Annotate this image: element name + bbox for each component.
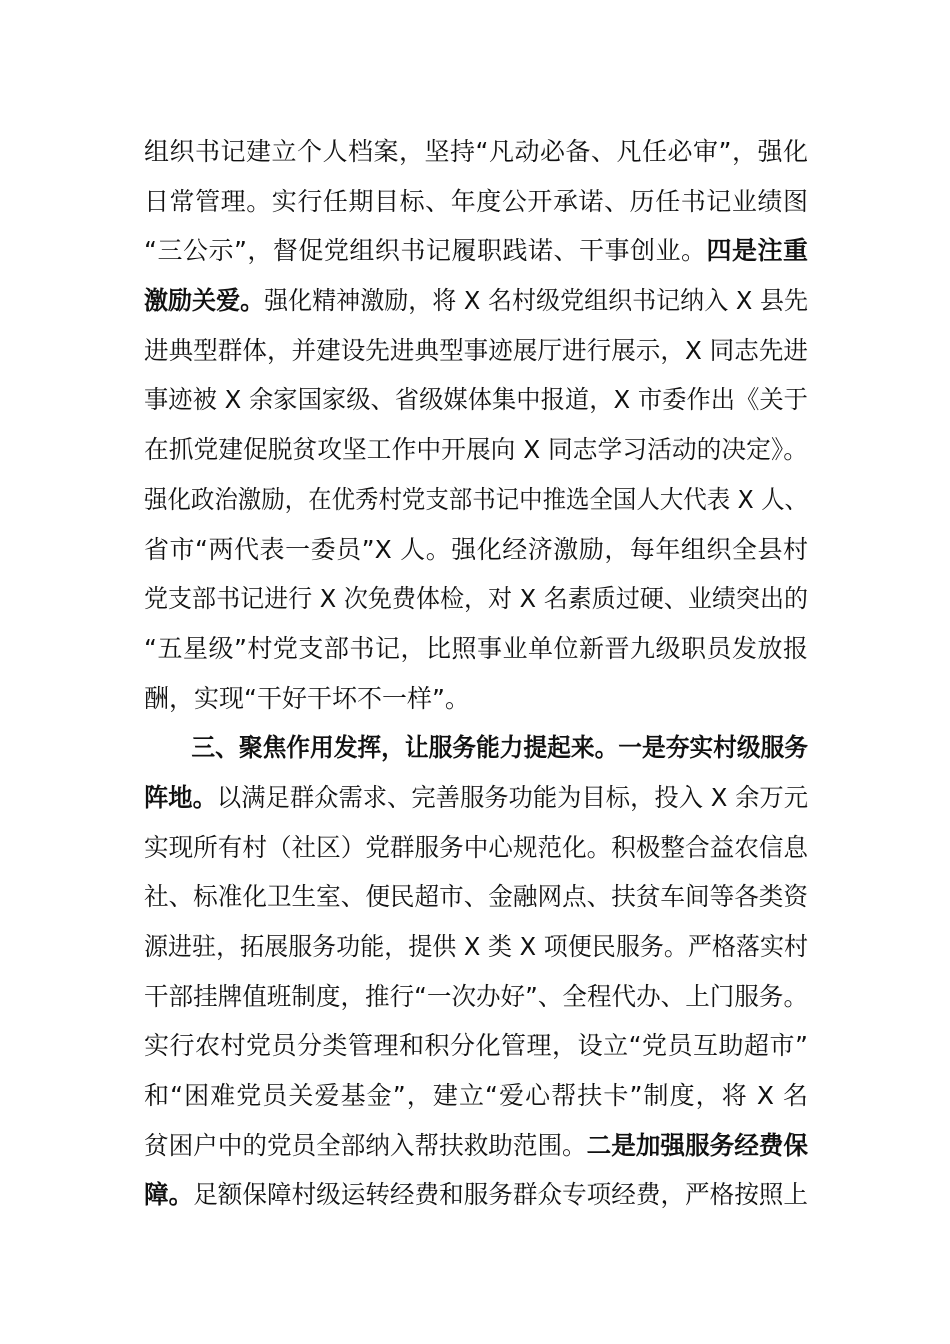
- text-line: 在抓党建促脱贫攻坚工作中开展向 X 同志学习活动的决定》。: [144, 435, 808, 465]
- text-line: 实行农村党员分类管理和积分化管理，设立“党员互助超市”: [144, 1031, 808, 1061]
- text-line: 事迹被 X 余家国家级、省级媒体集中报道，X 市委作出《关于: [144, 385, 808, 415]
- bold-heading-text: 激励关爱。: [144, 286, 265, 316]
- text-line: [144, 723, 808, 773]
- text-line: 社、标准化卫生室、便民超市、金融网点、扶贫车间等各类资: [144, 882, 808, 912]
- body-text: [144, 127, 808, 1220]
- text-line: 贫困户中的党员全部纳入帮扶救助范围。二是加强服务经费保: [144, 1130, 808, 1160]
- section-heading: 三、聚焦作用发挥，让服务能力提起来。一是夯实村级服务: [191, 733, 809, 763]
- bold-heading-text: 四是注重: [706, 236, 808, 266]
- text-line: 党支部书记进行 X 次免费体检，对 X 名素质过硬、业绩突出的: [144, 584, 808, 614]
- text-line: 障。足额保障村级运转经费和服务群众专项经费，严格按照上: [144, 1180, 809, 1210]
- text-line: 组织书记建立个人档案，坚持“凡动必备、凡任必审”，强化: [144, 137, 808, 166]
- text-line: 源进驻，拓展服务功能，提供 X 类 X 项便民服务。严格落实村: [144, 932, 808, 961]
- text-line: 阵地。以满足群众需求、完善服务功能为目标，投入 X 余万元: [144, 782, 808, 812]
- bold-heading-text: 二是加强服务经费保: [586, 1130, 808, 1160]
- bold-heading-text: 阵地。: [144, 782, 217, 812]
- text-line: “五星级”村党支部书记，比照事业单位新晋九级职员发放报: [144, 633, 808, 663]
- text-line: 和“困难党员关爱基金”，建立“爱心帮扶卡”制度，将 X 名: [144, 1081, 808, 1111]
- text-line: 日常管理。实行任期目标、年度公开承诺、历任书记业绩图: [144, 186, 808, 216]
- text-line: 省市“两代表一委员”X 人。强化经济激励，每年组织全县村: [144, 534, 808, 564]
- text-line: 强化政治激励，在优秀村党支部书记中推选全国人大代表 X 人、: [144, 484, 808, 514]
- bold-heading-text: 障。: [144, 1180, 194, 1210]
- text-line: “三公示”，督促党组织书记履职践诺、干事创业。四是注重: [144, 236, 808, 266]
- text-line: 干部挂牌值班制度，推行“一次办好”、全程代办、上门服务。: [144, 981, 808, 1011]
- text-line: 进典型群体，并建设先进典型事迹展厅进行展示，X 同志先进: [144, 335, 808, 365]
- text-line: 实现所有村（社区）党群服务中心规范化。积极整合益农信息: [144, 832, 808, 862]
- text-line: 酬，实现“干好干坏不一样”。: [144, 683, 470, 713]
- text-line: 激励关爱。强化精神激励，将 X 名村级党组织书记纳入 X 县先: [144, 286, 808, 316]
